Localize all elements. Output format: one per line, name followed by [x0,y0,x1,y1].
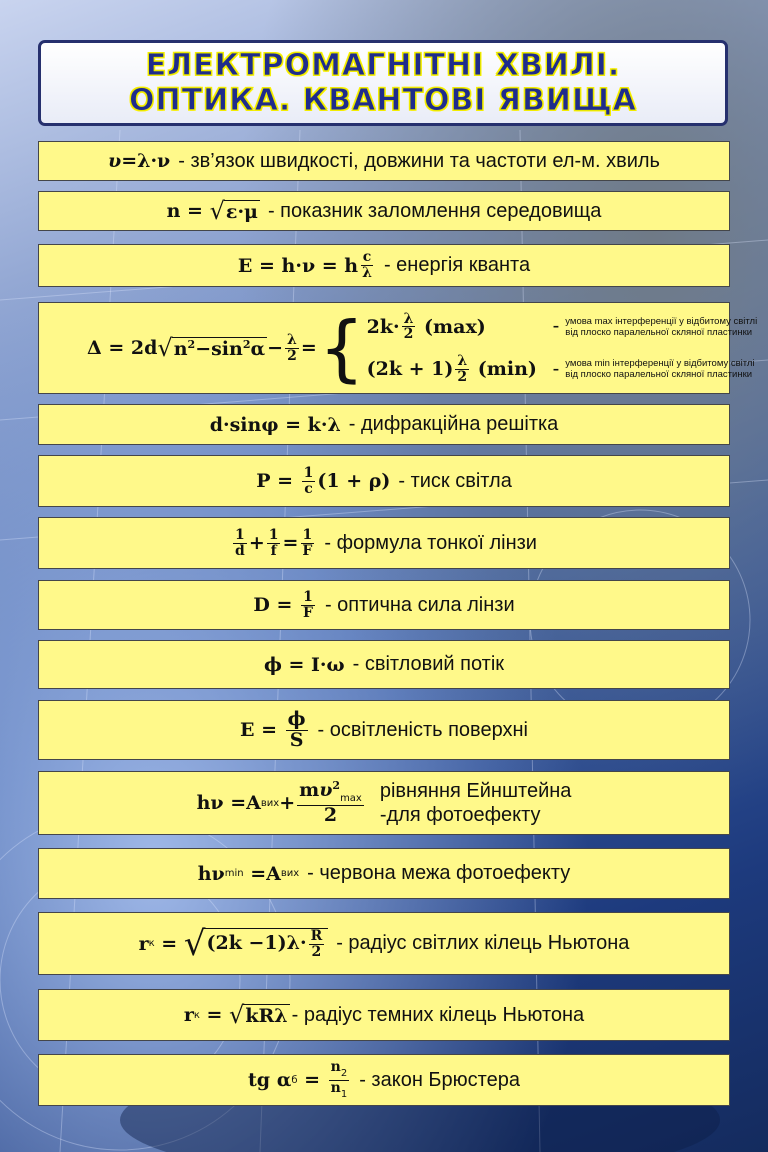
description-line-1: рівняння Ейнштейна [379,780,572,802]
formula-description: - радіус темних кілець Ньютона [291,1003,585,1026]
formula-diffraction-grating: d·sinφ = k·λ [209,413,341,436]
case-max: 2k· $\frac{\lambda}{2}$ (max) - умова max інтерференції у відбитому світлі від плоско паралельної скляної пластинки [367,312,766,342]
case-min: (2k + 1) $\frac{\lambda}{2}$ (min) - умова min інтерференції у відбитому світлі від плоско паралельної скляної пластинки [367,354,766,384]
formula-description: - дифракційна решітка [348,413,559,435]
formula-thin-lens: $\frac{1}{d}$ + $\frac{1}{f}$ = $\frac{1}{F}$ [235,526,313,559]
formula-dark-rings: r к = √ kRλ [183,1001,288,1029]
formula-row-red-limit [38,848,730,899]
formula-description: - червона межа фотоефекту [307,862,571,884]
description-line-2: -для фотоефекту [379,804,541,826]
formula-description: - закон Брюстера [359,1068,520,1091]
formula-row-thin-lens [38,517,730,569]
formula-description: - радіус світлих кілець Ньютона [336,932,630,954]
formula-interference-min: (2k + 1) $\frac{\lambda}{2}$ (min) [366,353,537,385]
formula-interference-delta: Δ = 2d √ $n^2-\sin^2\alpha$ − $\frac{\lambda}{2}$ = [87,331,317,364]
formula-row-interference [38,302,758,394]
title-line-2: ОПТИКА. КВАНТОВІ ЯВИЩА [129,83,637,118]
formula-refraction-index: n = √ ε·μ [166,197,258,225]
formula-light-pressure: P = $\frac{1}{c}$ (1 + ρ) [256,464,391,497]
formula-optical-power: D = $\frac{1}{F}$ [253,588,313,621]
formula-row-bright-rings [38,912,730,975]
formula-row-light-pressure [38,455,730,507]
formula-description: - формула тонкої лінзи [324,531,537,554]
formula-einstein-equation: hν =A вих + $\frac{m\upsilon^2_{max}}{2}$ [196,779,362,826]
formula-illuminance: E = $\frac{\phi}{S}$ [240,707,306,751]
einstein-description [380,779,572,827]
formula-red-limit: hν min =A вих [197,862,300,885]
formula-description: - тиск світла [398,469,512,492]
formula-row-quantum-energy [38,244,730,287]
formula-row-dark-rings [38,989,730,1041]
title-banner [38,40,728,126]
note-max: умова max інтерференції у відбитому світлі від плоско паралельної скляної пластинки [565,315,758,338]
formula-row-brewster-law [38,1054,730,1106]
formula-brewster-law: tg α б = $\frac{n_2}{n_1}$ [248,1059,348,1100]
formula-row-refraction-index [38,191,730,231]
formula-row-wave-speed [38,141,730,181]
formula-row-illuminance [38,700,730,760]
formula-description: - освітленість поверхні [317,718,528,741]
formula-bright-rings: r к = √ (2k −1)λ· $\frac{R}{2}$ [139,924,329,964]
interference-cases [367,312,766,385]
curly-brace: { [318,306,365,390]
formula-interference-max: 2k· $\frac{\lambda}{2}$ (max) [366,310,486,343]
formula-description: - світловий потік [352,653,505,675]
formula-quantum-energy: E = h·ν = h $\frac{c}{\lambda}$ [237,249,372,281]
title-line-1: ЕЛЕКТРОМАГНІТНІ ХВИЛІ. [145,48,621,83]
formula-row-einstein-equation [38,771,730,835]
formula-description: - оптична сила лінзи [324,593,515,616]
formula-row-diffraction-grating [38,404,730,445]
formula-description: - енергія кванта [383,254,531,276]
formula-row-optical-power [38,580,730,630]
note-min: умова min інтерференції у відбитому світлі від плоско паралельної скляної пластинки [565,358,755,381]
formula-wave-speed: υ =λ·ν [108,150,171,172]
formula-row-luminous-flux [38,640,730,689]
formula-description: - зв’язок швидкості, довжини та частоти ел-м. хвиль [178,149,660,172]
formula-description: - показник заломлення середовища [267,199,602,222]
formula-luminous-flux: ϕ = I·ω [263,653,345,676]
